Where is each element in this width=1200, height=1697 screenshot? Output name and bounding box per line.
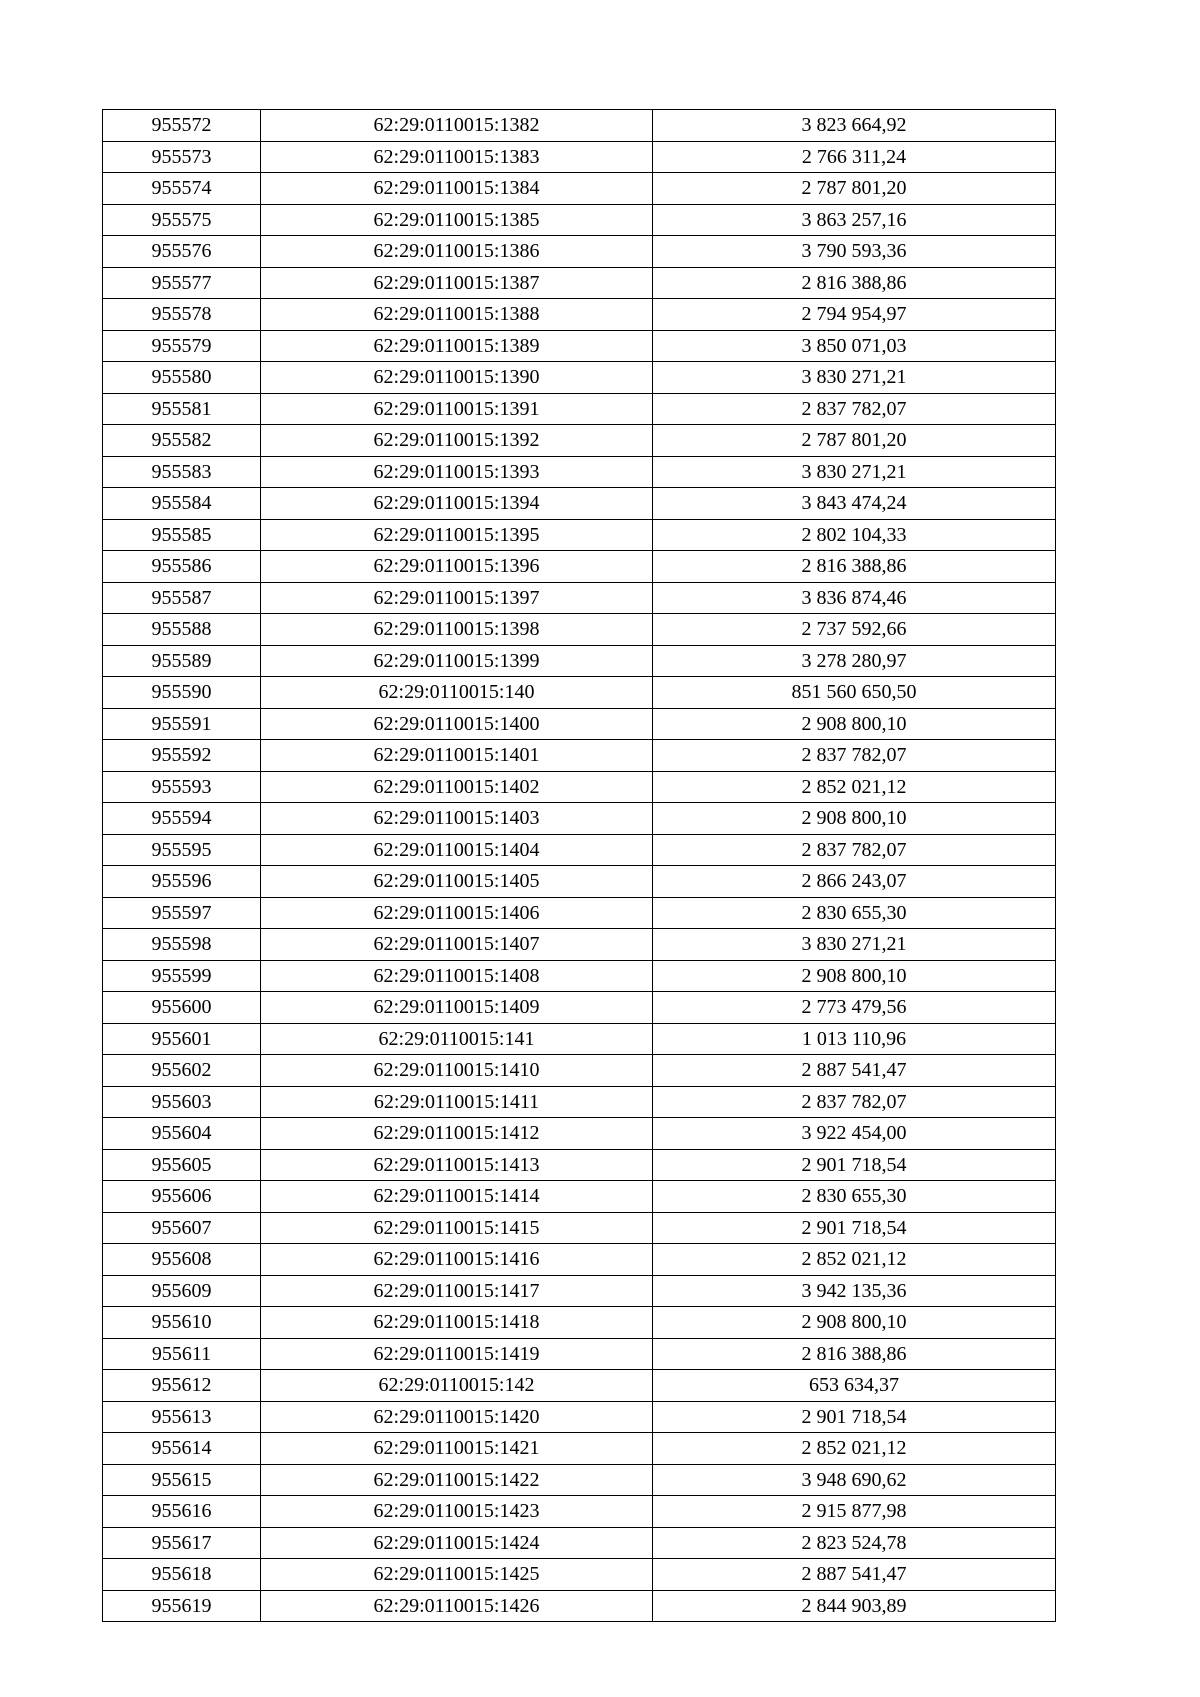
- row-number-cell: 955601: [103, 1023, 261, 1055]
- row-number-cell: 955588: [103, 614, 261, 646]
- cadastral-number-cell: 62:29:0110015:1424: [261, 1527, 653, 1559]
- value-cell: 3 278 280,97: [653, 645, 1056, 677]
- value-cell: 2 794 954,97: [653, 299, 1056, 331]
- cadastral-number-cell: 62:29:0110015:1399: [261, 645, 653, 677]
- row-number-cell: 955595: [103, 834, 261, 866]
- table-row: [103, 771, 1056, 803]
- value-cell: 2 908 800,10: [653, 708, 1056, 740]
- value-cell: 2 908 800,10: [653, 803, 1056, 835]
- table-row: [103, 645, 1056, 677]
- table-row: [103, 677, 1056, 709]
- data-table: [102, 109, 1056, 1622]
- cadastral-number-cell: 62:29:0110015:1385: [261, 204, 653, 236]
- table-row: [103, 1527, 1056, 1559]
- row-number-cell: 955610: [103, 1307, 261, 1339]
- row-number-cell: 955617: [103, 1527, 261, 1559]
- cadastral-number-cell: 62:29:0110015:1403: [261, 803, 653, 835]
- cadastral-number-cell: 62:29:0110015:1400: [261, 708, 653, 740]
- table-row: [103, 1055, 1056, 1087]
- row-number-cell: 955619: [103, 1590, 261, 1622]
- cadastral-number-cell: 62:29:0110015:1420: [261, 1401, 653, 1433]
- cadastral-number-cell: 62:29:0110015:1410: [261, 1055, 653, 1087]
- cadastral-number-cell: 62:29:0110015:1392: [261, 425, 653, 457]
- cadastral-number-cell: 62:29:0110015:1401: [261, 740, 653, 772]
- table-row: [103, 299, 1056, 331]
- value-cell: 2 766 311,24: [653, 141, 1056, 173]
- table-row: [103, 960, 1056, 992]
- value-cell: 2 802 104,33: [653, 519, 1056, 551]
- value-cell: 2 837 782,07: [653, 1086, 1056, 1118]
- row-number-cell: 955609: [103, 1275, 261, 1307]
- row-number-cell: 955582: [103, 425, 261, 457]
- value-cell: 2 830 655,30: [653, 897, 1056, 929]
- table-row: [103, 110, 1056, 142]
- value-cell: 2 908 800,10: [653, 1307, 1056, 1339]
- row-number-cell: 955611: [103, 1338, 261, 1370]
- cadastral-number-cell: 62:29:0110015:1415: [261, 1212, 653, 1244]
- cadastral-number-cell: 62:29:0110015:1387: [261, 267, 653, 299]
- cadastral-number-cell: 62:29:0110015:1425: [261, 1559, 653, 1591]
- value-cell: 3 850 071,03: [653, 330, 1056, 362]
- value-cell: 2 816 388,86: [653, 551, 1056, 583]
- row-number-cell: 955605: [103, 1149, 261, 1181]
- cadastral-number-cell: 62:29:0110015:1382: [261, 110, 653, 142]
- row-number-cell: 955615: [103, 1464, 261, 1496]
- cadastral-number-cell: 62:29:0110015:1406: [261, 897, 653, 929]
- table-row: [103, 1496, 1056, 1528]
- value-cell: 3 836 874,46: [653, 582, 1056, 614]
- value-cell: 3 942 135,36: [653, 1275, 1056, 1307]
- value-cell: 2 852 021,12: [653, 771, 1056, 803]
- table-row: [103, 1401, 1056, 1433]
- row-number-cell: 955594: [103, 803, 261, 835]
- cadastral-number-cell: 62:29:0110015:1418: [261, 1307, 653, 1339]
- table-row: [103, 173, 1056, 205]
- value-cell: 2 901 718,54: [653, 1149, 1056, 1181]
- table-row: [103, 1338, 1056, 1370]
- row-number-cell: 955574: [103, 173, 261, 205]
- value-cell: 2 816 388,86: [653, 1338, 1056, 1370]
- row-number-cell: 955616: [103, 1496, 261, 1528]
- value-cell: 2 887 541,47: [653, 1559, 1056, 1591]
- table-row: [103, 141, 1056, 173]
- cadastral-number-cell: 62:29:0110015:1395: [261, 519, 653, 551]
- cadastral-number-cell: 62:29:0110015:1414: [261, 1181, 653, 1213]
- table-row: [103, 929, 1056, 961]
- row-number-cell: 955618: [103, 1559, 261, 1591]
- table-row: [103, 488, 1056, 520]
- cadastral-number-cell: 62:29:0110015:1391: [261, 393, 653, 425]
- value-cell: 3 948 690,62: [653, 1464, 1056, 1496]
- cadastral-number-cell: 62:29:0110015:1383: [261, 141, 653, 173]
- value-cell: 851 560 650,50: [653, 677, 1056, 709]
- row-number-cell: 955598: [103, 929, 261, 961]
- row-number-cell: 955580: [103, 362, 261, 394]
- cadastral-number-cell: 62:29:0110015:1408: [261, 960, 653, 992]
- table-row: [103, 897, 1056, 929]
- table-row: [103, 1370, 1056, 1402]
- cadastral-number-cell: 62:29:0110015:1398: [261, 614, 653, 646]
- table-row: [103, 866, 1056, 898]
- cadastral-number-cell: 62:29:0110015:1386: [261, 236, 653, 268]
- value-cell: 2 816 388,86: [653, 267, 1056, 299]
- cadastral-number-cell: 62:29:0110015:142: [261, 1370, 653, 1402]
- value-cell: 2 901 718,54: [653, 1401, 1056, 1433]
- cadastral-number-cell: 62:29:0110015:1397: [261, 582, 653, 614]
- row-number-cell: 955592: [103, 740, 261, 772]
- cadastral-number-cell: 62:29:0110015:1419: [261, 1338, 653, 1370]
- row-number-cell: 955596: [103, 866, 261, 898]
- value-cell: 1 013 110,96: [653, 1023, 1056, 1055]
- cadastral-number-cell: 62:29:0110015:1390: [261, 362, 653, 394]
- cadastral-number-cell: 62:29:0110015:1417: [261, 1275, 653, 1307]
- row-number-cell: 955613: [103, 1401, 261, 1433]
- value-cell: 3 823 664,92: [653, 110, 1056, 142]
- value-cell: 2 844 903,89: [653, 1590, 1056, 1622]
- row-number-cell: 955603: [103, 1086, 261, 1118]
- value-cell: 2 773 479,56: [653, 992, 1056, 1024]
- value-cell: 2 866 243,07: [653, 866, 1056, 898]
- cadastral-number-cell: 62:29:0110015:1411: [261, 1086, 653, 1118]
- table-row: [103, 1559, 1056, 1591]
- row-number-cell: 955576: [103, 236, 261, 268]
- value-cell: 3 790 593,36: [653, 236, 1056, 268]
- row-number-cell: 955575: [103, 204, 261, 236]
- row-number-cell: 955600: [103, 992, 261, 1024]
- value-cell: 2 887 541,47: [653, 1055, 1056, 1087]
- value-cell: 3 922 454,00: [653, 1118, 1056, 1150]
- value-cell: 3 863 257,16: [653, 204, 1056, 236]
- value-cell: 3 830 271,21: [653, 456, 1056, 488]
- table-row: [103, 614, 1056, 646]
- cadastral-number-cell: 62:29:0110015:1426: [261, 1590, 653, 1622]
- row-number-cell: 955590: [103, 677, 261, 709]
- value-cell: 3 830 271,21: [653, 362, 1056, 394]
- table-row: [103, 330, 1056, 362]
- table-row: [103, 1244, 1056, 1276]
- cadastral-number-cell: 62:29:0110015:1423: [261, 1496, 653, 1528]
- table-row: [103, 1307, 1056, 1339]
- table-row: [103, 740, 1056, 772]
- table-row: [103, 1118, 1056, 1150]
- cadastral-number-cell: 62:29:0110015:1404: [261, 834, 653, 866]
- row-number-cell: 955579: [103, 330, 261, 362]
- cadastral-number-cell: 62:29:0110015:1421: [261, 1433, 653, 1465]
- row-number-cell: 955584: [103, 488, 261, 520]
- value-cell: 2 830 655,30: [653, 1181, 1056, 1213]
- table-row: [103, 267, 1056, 299]
- row-number-cell: 955614: [103, 1433, 261, 1465]
- cadastral-number-cell: 62:29:0110015:1389: [261, 330, 653, 362]
- table-row: [103, 1023, 1056, 1055]
- cadastral-number-cell: 62:29:0110015:141: [261, 1023, 653, 1055]
- value-cell: 653 634,37: [653, 1370, 1056, 1402]
- table-row: [103, 708, 1056, 740]
- table-row: [103, 1464, 1056, 1496]
- row-number-cell: 955608: [103, 1244, 261, 1276]
- cadastral-number-cell: 62:29:0110015:1405: [261, 866, 653, 898]
- cadastral-number-cell: 62:29:0110015:1402: [261, 771, 653, 803]
- table-row: [103, 803, 1056, 835]
- value-cell: 2 908 800,10: [653, 960, 1056, 992]
- table-body: [103, 110, 1056, 1622]
- row-number-cell: 955586: [103, 551, 261, 583]
- table-row: [103, 834, 1056, 866]
- table-row: [103, 1433, 1056, 1465]
- row-number-cell: 955583: [103, 456, 261, 488]
- row-number-cell: 955607: [103, 1212, 261, 1244]
- cadastral-number-cell: 62:29:0110015:1393: [261, 456, 653, 488]
- table-row: [103, 362, 1056, 394]
- value-cell: 2 787 801,20: [653, 425, 1056, 457]
- table-row: [103, 236, 1056, 268]
- cadastral-number-cell: 62:29:0110015:1413: [261, 1149, 653, 1181]
- row-number-cell: 955573: [103, 141, 261, 173]
- value-cell: 2 837 782,07: [653, 740, 1056, 772]
- cadastral-number-cell: 62:29:0110015:1422: [261, 1464, 653, 1496]
- value-cell: 2 837 782,07: [653, 393, 1056, 425]
- cadastral-number-cell: 62:29:0110015:1384: [261, 173, 653, 205]
- row-number-cell: 955572: [103, 110, 261, 142]
- table-row: [103, 1212, 1056, 1244]
- table-row: [103, 1181, 1056, 1213]
- table-row: [103, 425, 1056, 457]
- table-row: [103, 992, 1056, 1024]
- value-cell: 2 837 782,07: [653, 834, 1056, 866]
- table-row: [103, 456, 1056, 488]
- row-number-cell: 955597: [103, 897, 261, 929]
- table-row: [103, 1086, 1056, 1118]
- table-row: [103, 1590, 1056, 1622]
- table-row: [103, 1149, 1056, 1181]
- value-cell: 3 843 474,24: [653, 488, 1056, 520]
- value-cell: 2 737 592,66: [653, 614, 1056, 646]
- value-cell: 2 823 524,78: [653, 1527, 1056, 1559]
- cadastral-number-cell: 62:29:0110015:140: [261, 677, 653, 709]
- cadastral-number-cell: 62:29:0110015:1416: [261, 1244, 653, 1276]
- value-cell: 3 830 271,21: [653, 929, 1056, 961]
- row-number-cell: 955612: [103, 1370, 261, 1402]
- cadastral-number-cell: 62:29:0110015:1412: [261, 1118, 653, 1150]
- cadastral-number-cell: 62:29:0110015:1396: [261, 551, 653, 583]
- table-row: [103, 551, 1056, 583]
- value-cell: 2 915 877,98: [653, 1496, 1056, 1528]
- value-cell: 2 901 718,54: [653, 1212, 1056, 1244]
- row-number-cell: 955585: [103, 519, 261, 551]
- table-row: [103, 1275, 1056, 1307]
- row-number-cell: 955602: [103, 1055, 261, 1087]
- row-number-cell: 955587: [103, 582, 261, 614]
- cadastral-number-cell: 62:29:0110015:1394: [261, 488, 653, 520]
- row-number-cell: 955591: [103, 708, 261, 740]
- value-cell: 2 852 021,12: [653, 1244, 1056, 1276]
- row-number-cell: 955604: [103, 1118, 261, 1150]
- cadastral-number-cell: 62:29:0110015:1409: [261, 992, 653, 1024]
- row-number-cell: 955606: [103, 1181, 261, 1213]
- value-cell: 2 787 801,20: [653, 173, 1056, 205]
- row-number-cell: 955577: [103, 267, 261, 299]
- table-row: [103, 582, 1056, 614]
- row-number-cell: 955578: [103, 299, 261, 331]
- row-number-cell: 955599: [103, 960, 261, 992]
- row-number-cell: 955593: [103, 771, 261, 803]
- table-row: [103, 204, 1056, 236]
- row-number-cell: 955589: [103, 645, 261, 677]
- row-number-cell: 955581: [103, 393, 261, 425]
- table-row: [103, 393, 1056, 425]
- cadastral-number-cell: 62:29:0110015:1407: [261, 929, 653, 961]
- table-row: [103, 519, 1056, 551]
- value-cell: 2 852 021,12: [653, 1433, 1056, 1465]
- cadastral-number-cell: 62:29:0110015:1388: [261, 299, 653, 331]
